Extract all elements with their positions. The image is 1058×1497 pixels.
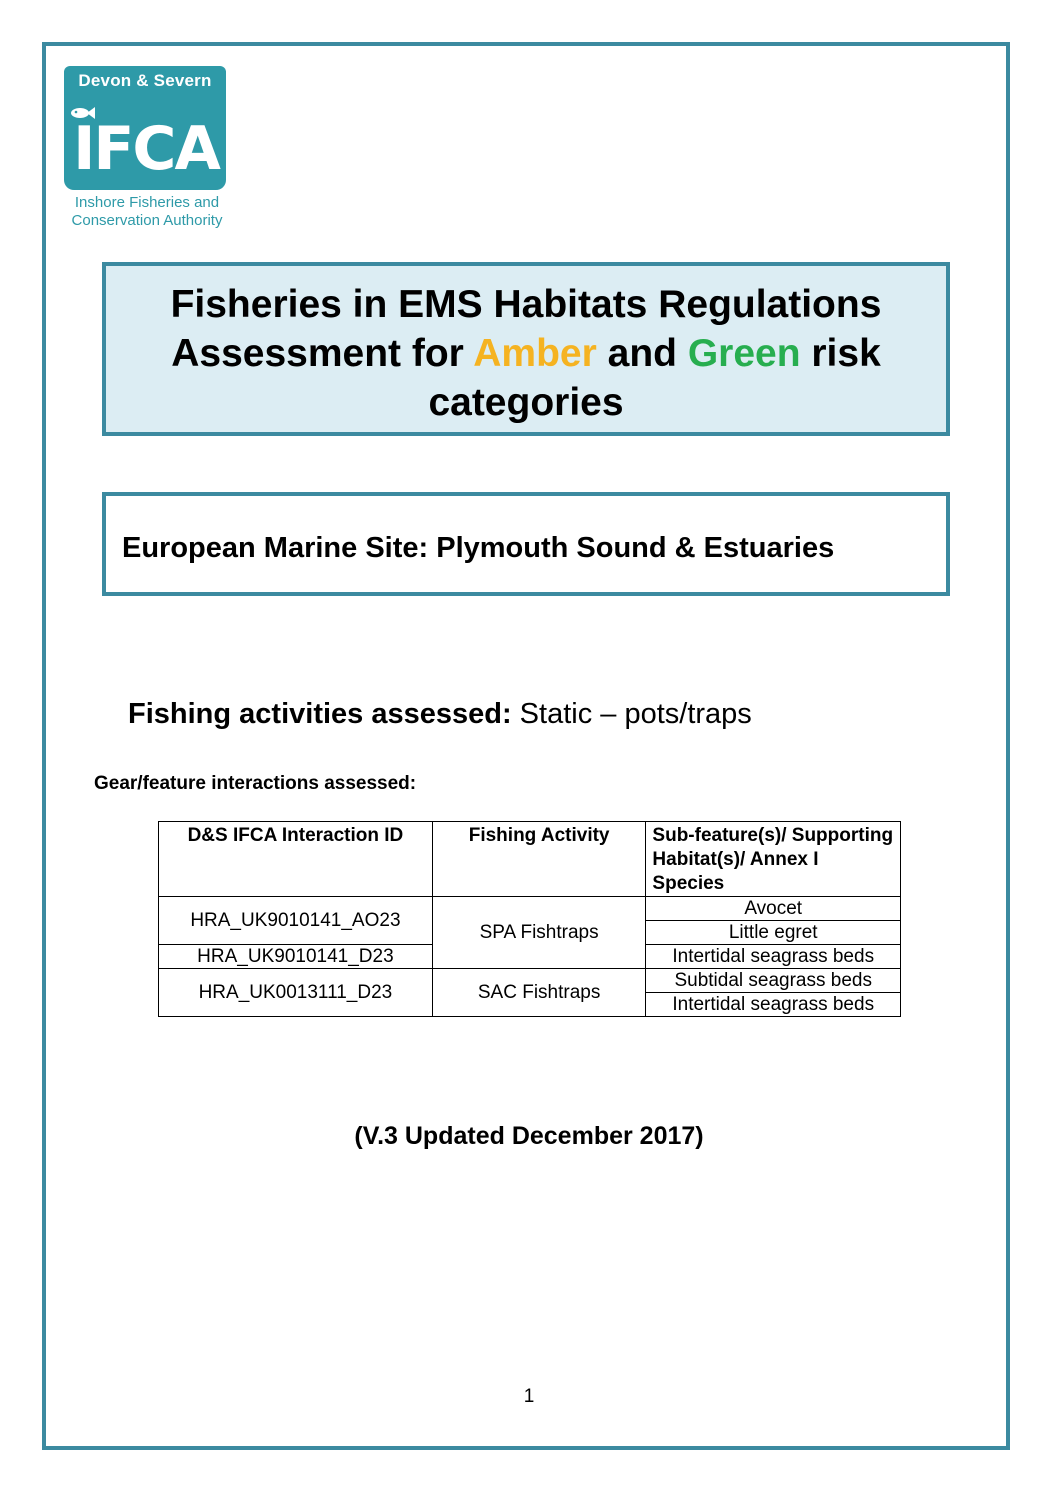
site-name: European Marine Site: Plymouth Sound & Estuaries (122, 532, 835, 564)
table-cell-feature: Intertidal seagrass beds (646, 993, 901, 1017)
table-header-row (159, 822, 901, 897)
activities-value: Static – pots/traps (511, 698, 752, 730)
table-cell-feature: Subtidal seagrass beds (646, 969, 901, 993)
table-header: D&S IFCA Interaction ID (159, 822, 433, 897)
logo-letters: IFCA (73, 114, 219, 184)
table-cell-feature: Little egret (646, 921, 901, 945)
logo-block (64, 96, 226, 190)
logo-subtitle (64, 194, 230, 230)
table-cell-id: HRA_UK0013111_D23 (159, 969, 433, 1017)
ifca-logo (64, 66, 234, 236)
title-box (102, 262, 950, 436)
table-header: Sub-feature(s)/ Supporting Habitat(s)/ Annex I Species (646, 822, 901, 897)
logo-subtitle-line1: Inshore Fisheries and (74, 194, 220, 211)
table-cell-feature: Avocet (646, 897, 901, 921)
table-header: Fishing Activity (432, 822, 646, 897)
gear-heading: Gear/feature interactions assessed: (94, 773, 417, 794)
table-cell-id: HRA_UK9010141_D23 (159, 945, 433, 969)
table-cell-activity: SPA Fishtraps (432, 897, 646, 969)
table-row (159, 897, 901, 921)
page-border (42, 42, 1010, 1450)
table-cell-feature: Intertidal seagrass beds (646, 945, 901, 969)
title-part1: Fisheries in EMS Habitats Regulations Assessment for (170, 283, 882, 375)
title-green: Green (687, 332, 801, 375)
title-amber: Amber (473, 332, 597, 375)
page-number: 1 (523, 1386, 535, 1407)
title-part2: risk categories (428, 332, 881, 424)
fishing-activities (128, 698, 752, 731)
table-cell-id: HRA_UK9010141_AO23 (159, 897, 433, 945)
activities-label: Fishing activities assessed: (128, 698, 512, 730)
table-row (159, 969, 901, 993)
document-title (106, 280, 946, 427)
version-note: (V.3 Updated December 2017) (354, 1122, 704, 1150)
site-box (102, 492, 950, 596)
table-cell-activity: SAC Fishtraps (432, 969, 646, 1017)
logo-banner: Devon & Severn (64, 66, 226, 96)
title-middle: and (596, 332, 688, 375)
interactions-table (158, 821, 901, 1017)
logo-subtitle-line2: Conservation Authority (71, 212, 223, 229)
